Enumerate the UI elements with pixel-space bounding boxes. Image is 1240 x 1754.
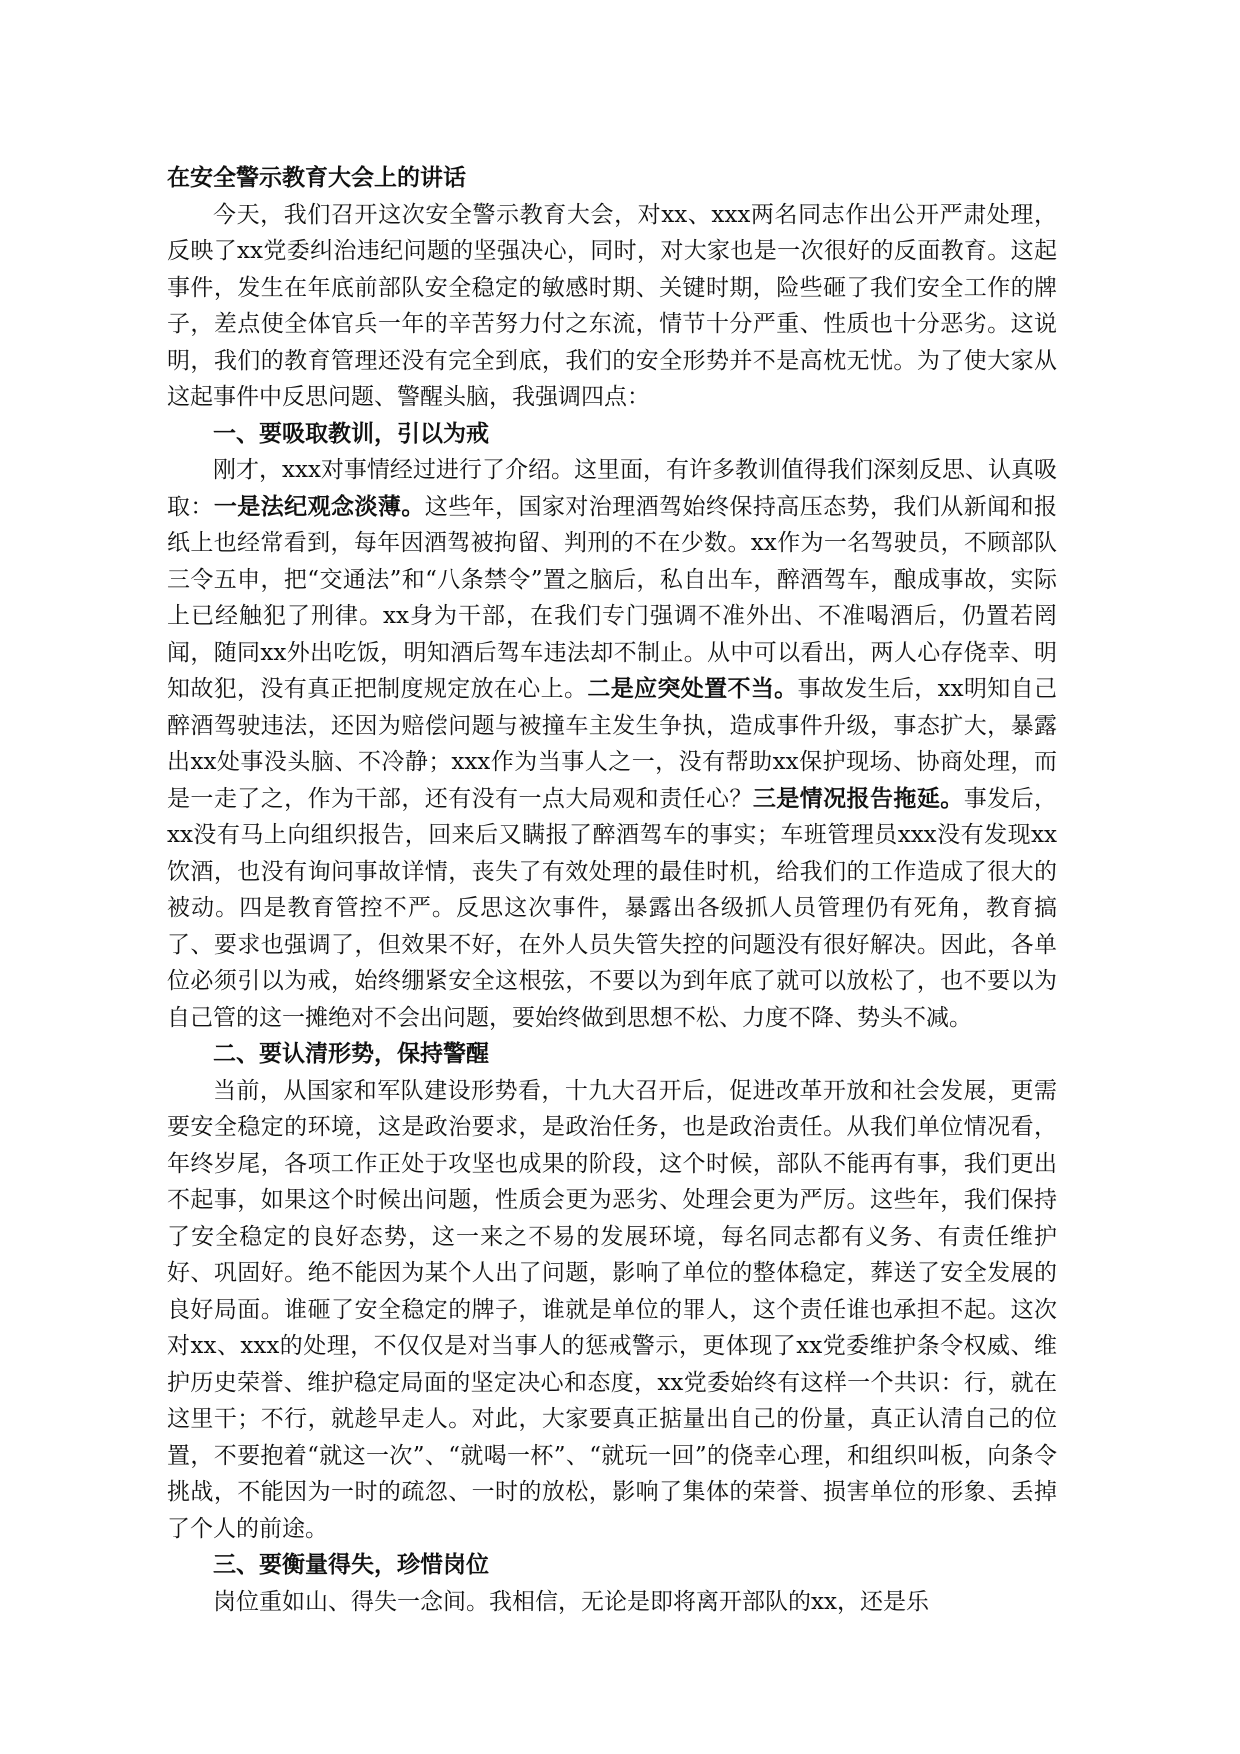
section1-text-c: 这些年，国家对治理酒驾始终保持高压态势，我们从新闻和报纸上也经常看到，每年因酒驾被拘留、判刑的不在少数。xx作为一名驾驶员，不顾部队三令五申，把“交通法”和“八条禁令”置之脑后，私自出车，醉酒驾车，酿成事故，实际上已经触犯了刑律。xx身为干部，在我们专门强调不准外出、不准喝酒后，仍置若罔闻，随同xx外出吃饭，明知酒后驾车违法却不制止。从中可以看出，两人心存侥幸、明知故犯，没有真正把制度规定放在心上。 (167, 493, 1058, 702)
section2-paragraph: 当前，从国家和军队建设形势看，十九大召开后，促进改革开放和社会发展，更需要安全稳定的环境，这是政治要求，是政治任务，也是政治责任。从我们单位情况看，年终岁尾，各项工作正处于攻坚也成果的阶段，这个时候，部队不能再有事，我们更出不起事，如果这个时候出问题，性质会更为恶劣、处理会更为严厉。这些年，我们保持了安全稳定的良好态势，这一来之不易的发展环境，每名同志都有义务、有责任维护好、巩固好。绝不能因为某个人出了问题，影响了单位的整体稳定，葬送了安全发展的良好局面。谁砸了安全稳定的牌子，谁就是单位的罪人，这个责任谁也承担不起。这次对xx、xxx的处理，不仅仅是对当事人的惩戒警示，更体现了xx党委维护条令权威、维护历史荣誉、维护稳定局面的坚定决心和态度，xx党委始终有这样一个共识：行，就在这里干；不行，就趁早走人。对此，大家要真正掂量出自己的份量，真正认清自己的位置，不要抱着“就这一次”、“就喝一杯”、“就玩一回”的侥幸心理，和组织叫板，向条令挑战，不能因为一时的疏忽、一时的放松，影响了集体的荣誉、损害单位的形象、丢掉了个人的前途。 (167, 1077, 1057, 1542)
section-heading-2: 二、要认清形势，保持警醒 (213, 1040, 489, 1067)
point-3-heading: 三是情况报告拖延。 (752, 784, 964, 812)
document-title: 在安全警示教育大会上的讲话 (167, 164, 466, 191)
section-heading-1: 一、要吸取教训，引以为戒 (213, 419, 489, 447)
point-2-heading: 二是应突处置不当。 (587, 675, 798, 702)
point-1-heading: 一是法纪观念淡薄。 (213, 492, 425, 520)
section-heading-3: 三、要衡量得失，珍惜岗位 (213, 1551, 489, 1578)
section1-paragraph (167, 452, 1057, 1036)
section1-text-a: 刚才，xxx对事情经过进行了介绍。这里面，有许多教训值得我们深刻反思、认真吸取： (167, 457, 1057, 520)
section1-text-g: 事发后，xx没有马上向组织报告，回来后又瞒报了醉酒驾车的事实；车班管理员xxx没有发现xx饮酒，也没有询问事故详情，丧失了有效处理的最佳时机，给我们的工作造成了很大的被动。四是教育管控不严。反思这次事件，暴露出各级抓人员管理仍有死角，教育搞了、要求也强调了，但效果不好，在外人员失管失控的问题没有很好解决。因此，各单位必须引以为戒，始终绷紧安全这根弦，不要以为到年底了就可以放松了，也不要以为自己管的这一摊绝对不会出问题，要始终做到思想不松、力度不降、势头不减。 (167, 785, 1058, 1031)
intro-paragraph: 今天，我们召开这次安全警示教育大会，对xx、xxx两名同志作出公开严肃处理，反映了xx党委纠治违纪问题的坚强决心，同时，对大家也是一次很好的反面教育。这起事件，发生在年底前部队安全稳定的敏感时期、关键时期，险些砸了我们安全工作的牌子，差点使全体官兵一年的辛苦努力付之东流，情节十分严重、性质也十分恶劣。这说明，我们的教育管理还没有完全到底，我们的安全形势并不是高枕无忧。为了使大家从这起事件中反思问题、警醒头脑，我强调四点： (167, 201, 1057, 410)
section3-paragraph: 岗位重如山、得失一念间。我相信，无论是即将离开部队的xx，还是乐 (213, 1588, 929, 1615)
document-page (167, 160, 1057, 1620)
section1-text-e: 事故发生后，xx明知自己醉酒驾驶违法，还因为赔偿问题与被撞车主发生争执，造成事件升级，事态扩大，暴露出xx处事没头脑、不冷静；xxx作为当事人之一，没有帮助xx保护现场、协商处理，而是一走了之，作为干部，还有没有一点大局观和责任心？ (167, 676, 1058, 812)
